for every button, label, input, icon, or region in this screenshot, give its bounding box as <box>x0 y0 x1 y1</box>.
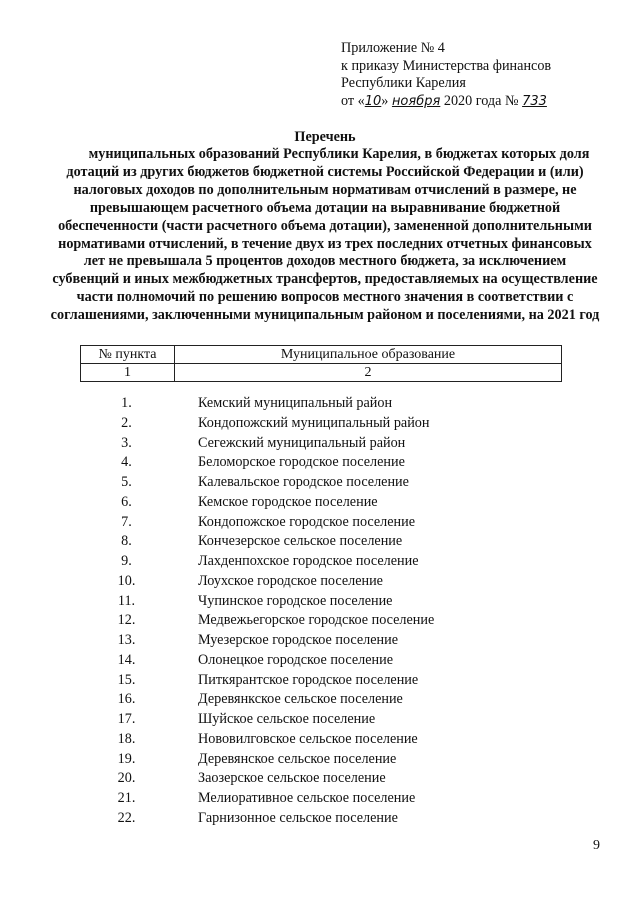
row-municipality-name: Деревянкское сельское поселение <box>198 691 403 708</box>
document-title <box>50 128 600 325</box>
appendix-label: Приложение № 4 <box>341 40 445 56</box>
date-year: 2020 года № <box>440 92 523 109</box>
row-municipality-name: Кемское городское поселение <box>198 493 378 510</box>
row-municipality-name: Калевальское городское поселение <box>198 474 409 490</box>
row-number: 9. <box>121 553 132 569</box>
row-number: 16. <box>117 691 136 708</box>
row-municipality-name: Лахденпохское городское поселение <box>198 553 419 569</box>
table-row <box>80 513 600 533</box>
table-row <box>80 710 600 730</box>
row-municipality-name: Олонецкое городское поселение <box>198 651 393 668</box>
column-header-number: № пункта <box>81 346 175 364</box>
date-month: ноября <box>391 93 441 109</box>
table-row <box>80 611 600 631</box>
column-header-municipality: Муниципальное образование <box>175 346 562 364</box>
table-row <box>80 414 600 434</box>
table-row <box>80 493 600 513</box>
table-row <box>80 572 600 592</box>
date-mid: » <box>381 92 392 109</box>
table-header-row <box>81 346 562 364</box>
row-municipality-name: Кондопожское городское поселение <box>198 513 416 530</box>
row-number: 13. <box>117 632 136 648</box>
row-municipality-name: Кондопожский муниципальный район <box>198 414 430 431</box>
row-municipality-name: Мелиоративное сельское поселение <box>198 790 416 806</box>
row-number: 21. <box>117 790 136 806</box>
table-index-row <box>81 364 562 382</box>
table-row <box>80 789 600 809</box>
row-municipality-name: Кончезерское сельское поселение <box>198 533 403 550</box>
row-number: 1. <box>121 395 132 411</box>
page-number: 9 <box>593 838 600 853</box>
municipalities-list <box>80 394 600 829</box>
row-municipality-name: Лоухское городское поселение <box>198 572 383 589</box>
row-number: 22. <box>117 809 136 826</box>
row-number: 6. <box>121 493 132 510</box>
table-row <box>80 394 600 414</box>
column-index-2: 2 <box>175 364 562 382</box>
table-row <box>80 434 600 454</box>
row-number: 3. <box>121 434 132 451</box>
table-row <box>80 730 600 750</box>
row-municipality-name: Медвежьегорское городское поселение <box>198 612 435 629</box>
row-number: 20. <box>117 770 136 787</box>
municipalities-table-header <box>80 345 562 382</box>
row-number: 17. <box>117 711 136 727</box>
row-number: 12. <box>117 612 136 629</box>
row-municipality-name: Чупинское городское поселение <box>198 592 393 609</box>
row-municipality-name: Муезерское городское поселение <box>198 632 399 648</box>
title-description: муниципальных образований Республики Карелия, в бюджетах которых доля дотаций из других бюджетов бюджетной системы Российской Федерации и (или) налоговых доходов по дополнительным нормативам отчислений в размере, не превышающем расчетного объема дотации на выравнивание бюджетной обеспеченности (части расчетного объема дотации), замененной дополнительными нормативами отчислений, в течение двух из трех последних отчетных финансовых лет не превышала 5 процентов доходов местного бюджета, за исключением субвенций и иных межбюджетных трансфертов, предоставляемых на осуществление части полномочий по решению вопросов местного значения в соответствии с соглашениями, заключенными муниципальным районом и поселениями, на 2021 год <box>50 146 600 324</box>
row-number: 15. <box>117 671 136 688</box>
table-row <box>80 592 600 612</box>
table-row <box>80 453 600 473</box>
row-number: 14. <box>117 651 136 668</box>
row-number: 4. <box>121 454 132 471</box>
document-header <box>341 40 551 110</box>
region-name: Республики Карелия <box>341 75 466 91</box>
date-prefix: от « <box>341 92 365 109</box>
table-row <box>80 651 600 671</box>
table-row <box>80 769 600 789</box>
date-day: 10 <box>364 93 382 109</box>
table-row <box>80 631 600 651</box>
table-row <box>80 671 600 691</box>
row-number: 11. <box>117 592 136 609</box>
order-number: 733 <box>522 93 547 109</box>
row-municipality-name: Деревянское сельское поселение <box>198 750 397 767</box>
table-row <box>80 473 600 493</box>
table-row <box>80 532 600 552</box>
table-row <box>80 690 600 710</box>
row-number: 7. <box>121 513 132 530</box>
column-index-1: 1 <box>81 364 175 382</box>
row-number: 19. <box>117 750 136 767</box>
row-municipality-name: Беломорское городское поселение <box>198 454 405 471</box>
row-number: 18. <box>117 730 136 747</box>
row-municipality-name: Шуйское сельское поселение <box>198 711 376 727</box>
row-municipality-name: Сегежский муниципальный район <box>198 434 406 451</box>
row-municipality-name: Заозерское сельское поселение <box>198 770 386 787</box>
title-heading: Перечень <box>294 129 356 145</box>
order-reference: к приказу Министерства финансов <box>341 57 552 74</box>
row-number: 8. <box>121 533 132 550</box>
table-row <box>80 809 600 829</box>
row-municipality-name: Кемский муниципальный район <box>198 395 393 411</box>
row-municipality-name: Нововилговское сельское поселение <box>198 730 418 747</box>
row-municipality-name: Гарнизонное сельское поселение <box>198 809 398 826</box>
table-row <box>80 750 600 770</box>
table-row <box>80 552 600 572</box>
row-municipality-name: Питкярантское городское поселение <box>198 671 419 688</box>
row-number: 2. <box>121 414 132 431</box>
row-number: 5. <box>121 474 132 490</box>
order-date-line <box>341 93 551 111</box>
row-number: 10. <box>117 572 136 589</box>
